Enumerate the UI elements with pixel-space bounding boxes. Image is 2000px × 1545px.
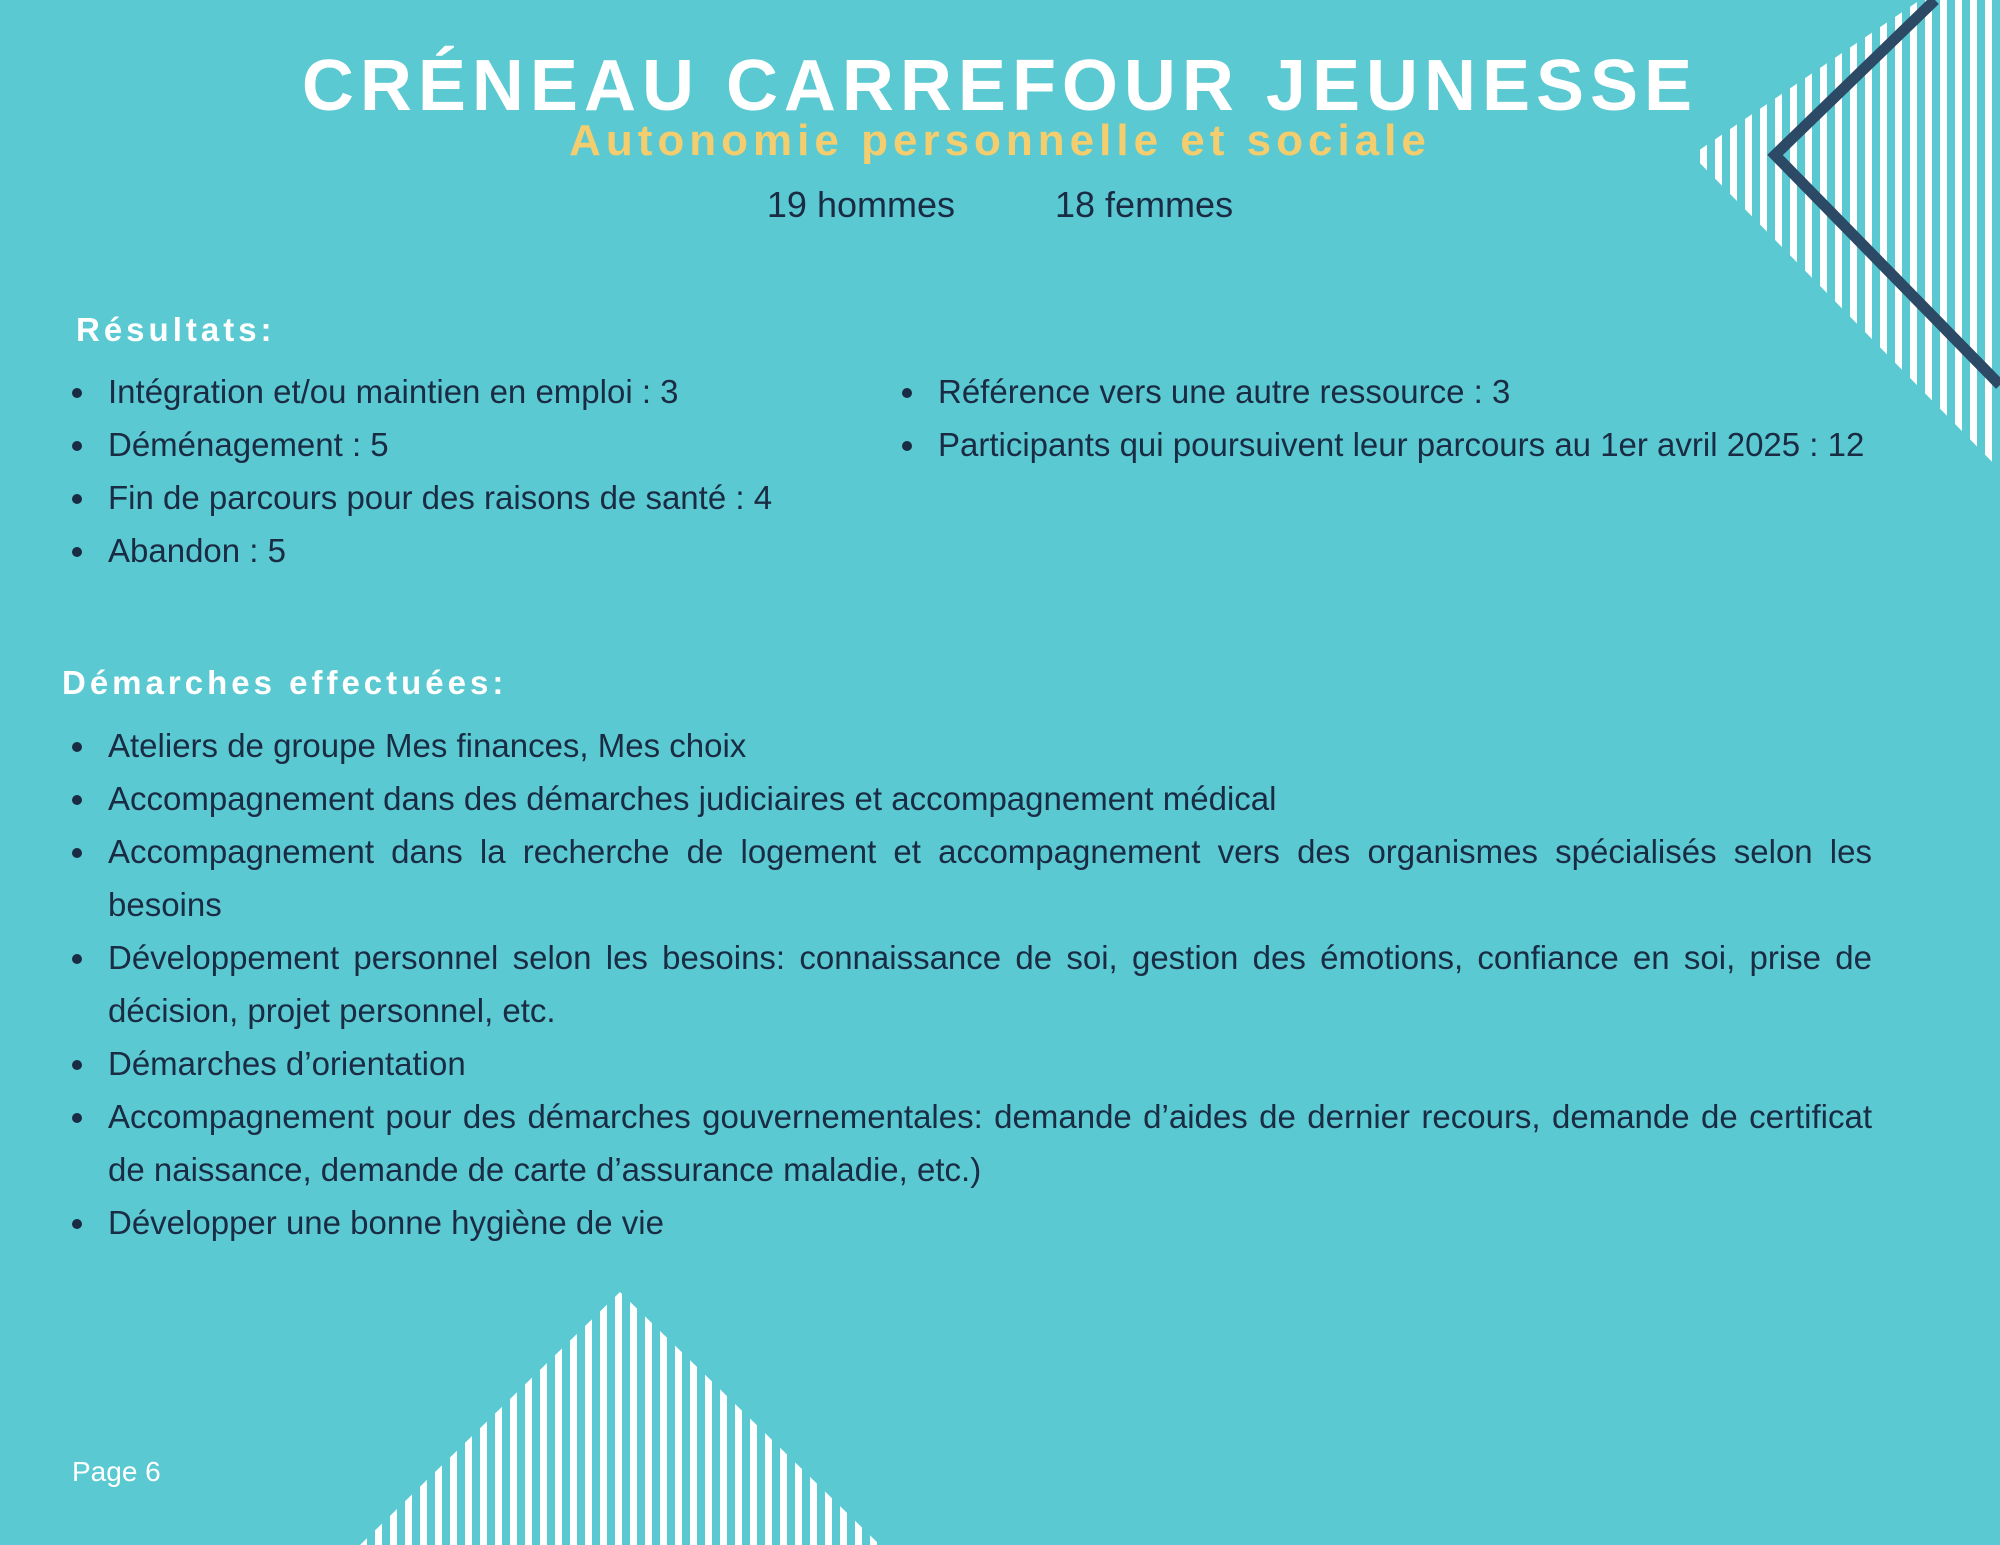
list-item: Intégration et/ou maintien en emploi : 3 bbox=[72, 365, 872, 418]
women-count: 18 femmes bbox=[1055, 184, 1234, 225]
demarches-list bbox=[72, 719, 1872, 1249]
list-item: Abandon : 5 bbox=[72, 524, 872, 577]
page-number: Page 6 bbox=[72, 1456, 161, 1487]
men-count: 19 hommes bbox=[766, 184, 955, 225]
striped-triangle-decoration-bottom bbox=[360, 1292, 880, 1545]
list-item: Accompagnement dans des démarches judiciaires et accompagnement médical bbox=[72, 772, 1872, 825]
list-item: Déménagement : 5 bbox=[72, 418, 872, 471]
list-item: Ateliers de groupe Mes finances, Mes choix bbox=[72, 719, 1872, 772]
results-list-right bbox=[902, 365, 1922, 471]
list-item: Référence vers une autre ressource : 3 bbox=[902, 365, 1922, 418]
list-item: Démarches d’orientation bbox=[72, 1037, 1872, 1090]
list-item: Accompagnement pour des démarches gouvernementales: demande d’aides de dernier recours, demande de certificat de naissance, demande de carte d’assurance maladie, etc.) bbox=[72, 1090, 1872, 1196]
list-item: Fin de parcours pour des raisons de santé : 4 bbox=[72, 471, 872, 524]
participant-counts bbox=[0, 180, 2000, 230]
list-item: Participants qui poursuivent leur parcours au 1er avril 2025 : 12 bbox=[902, 418, 1922, 471]
list-item: Développer une bonne hygiène de vie bbox=[72, 1196, 1872, 1249]
page-title: CRÉNEAU CARREFOUR JEUNESSE bbox=[301, 46, 1699, 126]
list-item: Développement personnel selon les besoins: connaissance de soi, gestion des émotions, confiance en soi, prise de décision, projet personnel, etc. bbox=[72, 931, 1872, 1037]
results-list-left bbox=[72, 365, 872, 577]
page-subtitle: Autonomie personnelle et sociale bbox=[569, 116, 1431, 165]
results-heading: Résultats: bbox=[76, 311, 276, 348]
demarches-heading: Démarches effectuées: bbox=[62, 664, 508, 701]
list-item: Accompagnement dans la recherche de logement et accompagnement vers des organismes spécialisés selon les besoins bbox=[72, 825, 1872, 931]
